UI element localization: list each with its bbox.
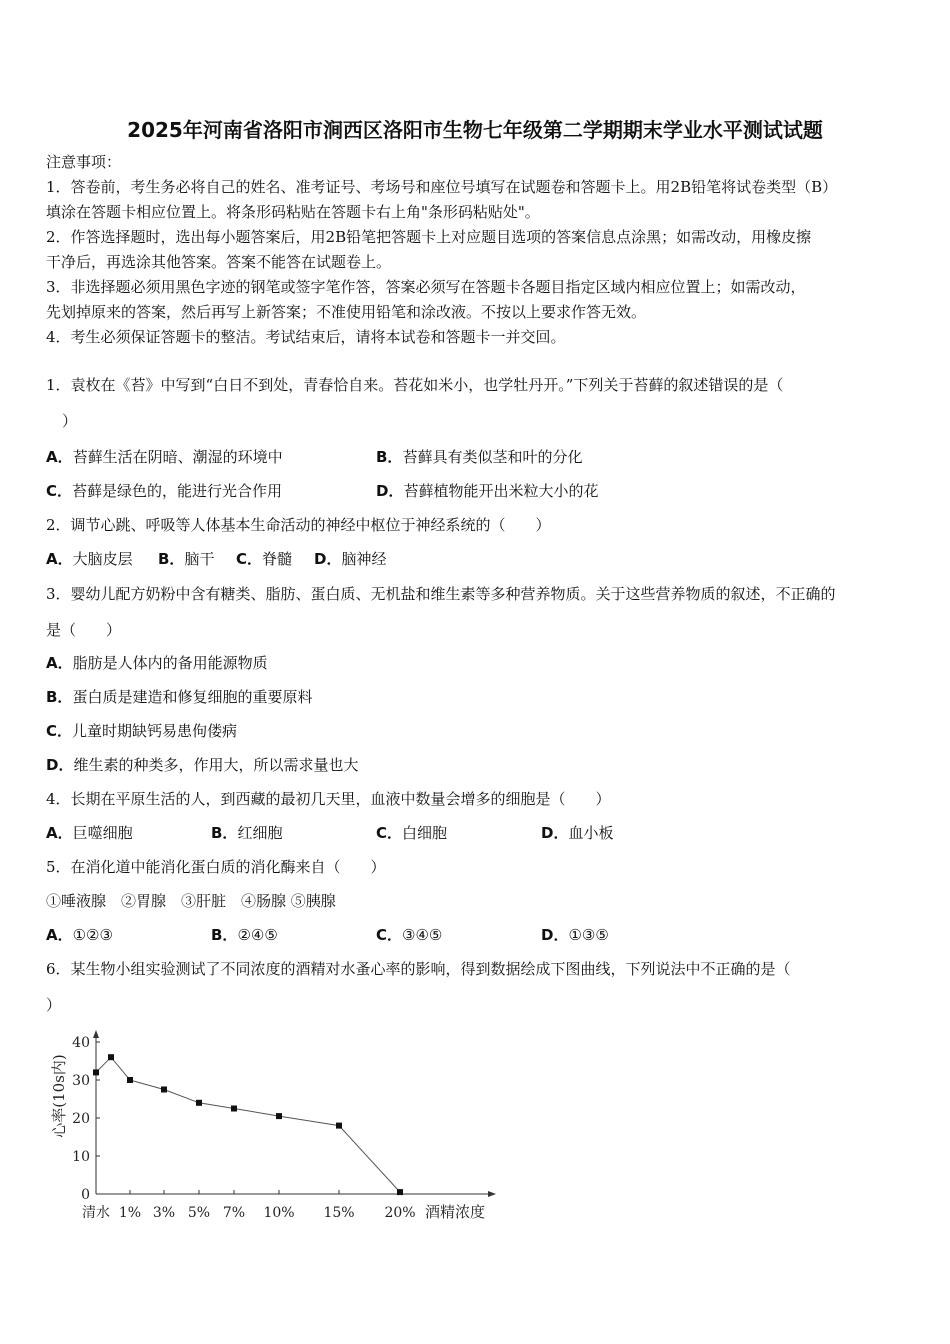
x-tick-label: 3% — [152, 1205, 176, 1221]
data-point — [276, 1113, 282, 1119]
y-tick-label: 10 — [72, 1149, 90, 1165]
y-axis-arrow — [93, 1030, 99, 1038]
notice-line: 填涂在答题卡相应位置上。将条形码粘贴在答题卡右上角"条形码粘贴处"。 — [46, 203, 540, 221]
data-point — [93, 1069, 99, 1075]
data-point — [127, 1077, 133, 1083]
series-line — [96, 1057, 400, 1192]
option-b: B．蛋白质是建造和修复细胞的重要原料 — [46, 688, 313, 706]
option-c: C．脊髓 — [236, 550, 293, 568]
question-stem: 1．袁枚在《苔》中写到“白日不到处，青春恰自来。苔花如米小，也学牡丹开。”下列关于苔藓的叙述错误的是（ — [46, 376, 784, 394]
option-c: C．白细胞 — [376, 824, 448, 842]
y-tick-label: 20 — [72, 1111, 90, 1127]
x-tick-label: 10% — [263, 1205, 295, 1221]
notice-line: 1．答卷前，考生务必将自己的姓名、准考证号、考场号和座位号填写在试题卷和答题卡上。用2B铅笔将试卷类型（B） — [46, 178, 838, 196]
x-axis-arrow — [488, 1191, 496, 1197]
notice-line: 3．非选择题必须用黑色字迹的钢笔或签字笔作答，答案必须写在答题卡各题目指定区域内相应位置上；如需改动， — [46, 278, 806, 296]
option-a: A．苔藓生活在阴暗、潮湿的环境中 — [46, 448, 283, 466]
x-tick-label: 20% — [384, 1205, 416, 1221]
option-b: B．红细胞 — [211, 824, 283, 842]
question-stem-cont: 是（ ） — [46, 621, 122, 639]
x-tick-label: 15% — [323, 1205, 355, 1221]
question-stem: 6．某生物小组实验测试了不同浓度的酒精对水蚤心率的影响，得到数据绘成下图曲线，下列说法中不正确的是（ — [46, 960, 791, 978]
y-axis-label: 心率(10s内) — [50, 1054, 68, 1138]
option-b: B．脑干 — [158, 550, 215, 568]
x-tick-label: 5% — [187, 1205, 211, 1221]
data-point — [196, 1100, 202, 1106]
notice-line: 先划掉原来的答案，然后再写上新答案；不准使用铅笔和涂改液。不按以上要求作答无效。 — [46, 303, 647, 321]
x-axis-label: 酒精浓度 — [425, 1203, 486, 1221]
option-b: B．苔藓具有类似茎和叶的分化 — [376, 448, 583, 466]
data-point — [231, 1106, 237, 1112]
heart-rate-chart — [40, 1026, 510, 1226]
option-b: B．②④⑤ — [211, 926, 278, 944]
question-stem-cont: ） — [62, 412, 78, 430]
option-a: A．大脑皮层 — [46, 550, 133, 568]
question-items: ①唾液腺 ②胃腺 ③肝脏 ④肠腺 ⑤胰腺 — [46, 892, 336, 910]
question-stem: 5．在消化道中能消化蛋白质的消化酶来自（ ） — [46, 858, 386, 876]
notice-line: 4．考生必须保证答题卡的整洁。考试结束后，请将本试卷和答题卡一并交回。 — [46, 328, 566, 346]
option-d: D．苔藓植物能开出米粒大小的花 — [376, 482, 599, 500]
option-d: D．血小板 — [541, 824, 614, 842]
option-a: A．脂肪是人体内的备用能源物质 — [46, 654, 268, 672]
data-point — [161, 1087, 167, 1093]
x-tick-label: 1% — [118, 1205, 142, 1221]
option-d: D．①③⑤ — [541, 926, 609, 944]
x-tick-label: 清水 — [82, 1205, 110, 1221]
notice-line: 2．作答选择题时，选出每小题答案后，用2B铅笔把答题卡上对应题目选项的答案信息点涂黑；如需改动，用橡皮擦 — [46, 228, 812, 246]
y-tick-label: 40 — [72, 1035, 90, 1051]
option-c: C．苔藓是绿色的，能进行光合作用 — [46, 482, 283, 500]
x-tick-label: 7% — [222, 1205, 246, 1221]
question-stem: 3．婴幼儿配方奶粉中含有糖类、脂肪、蛋白质、无机盐和维生素等多种营养物质。关于这些营养物质的叙述，不正确的 — [46, 585, 836, 603]
option-a: A．①②③ — [46, 926, 113, 944]
option-a: A．巨噬细胞 — [46, 824, 133, 842]
option-c: C．③④⑤ — [376, 926, 443, 944]
data-point — [108, 1054, 114, 1060]
notice-line: 干净后，再选涂其他答案。答案不能答在试题卷上。 — [46, 253, 392, 271]
y-tick-label: 0 — [81, 1187, 90, 1203]
option-d: D．脑神经 — [314, 550, 387, 568]
data-point — [336, 1123, 342, 1129]
option-c: C．儿童时期缺钙易患佝偻病 — [46, 722, 238, 740]
question-stem: 4．长期在平原生活的人，到西藏的最初几天里，血液中数量会增多的细胞是（ ） — [46, 790, 611, 808]
page-title: 2025年河南省洛阳市涧西区洛阳市生物七年级第二学期期末学业水平测试试题 — [127, 118, 823, 142]
data-point — [397, 1189, 403, 1195]
question-stem-cont: ） — [46, 996, 62, 1014]
question-stem: 2．调节心跳、呼吸等人体基本生命活动的神经中枢位于神经系统的（ ） — [46, 516, 551, 534]
option-d: D．维生素的种类多，作用大，所以需求量也大 — [46, 756, 359, 774]
notice-heading: 注意事项： — [46, 153, 122, 171]
y-tick-label: 30 — [72, 1073, 90, 1089]
